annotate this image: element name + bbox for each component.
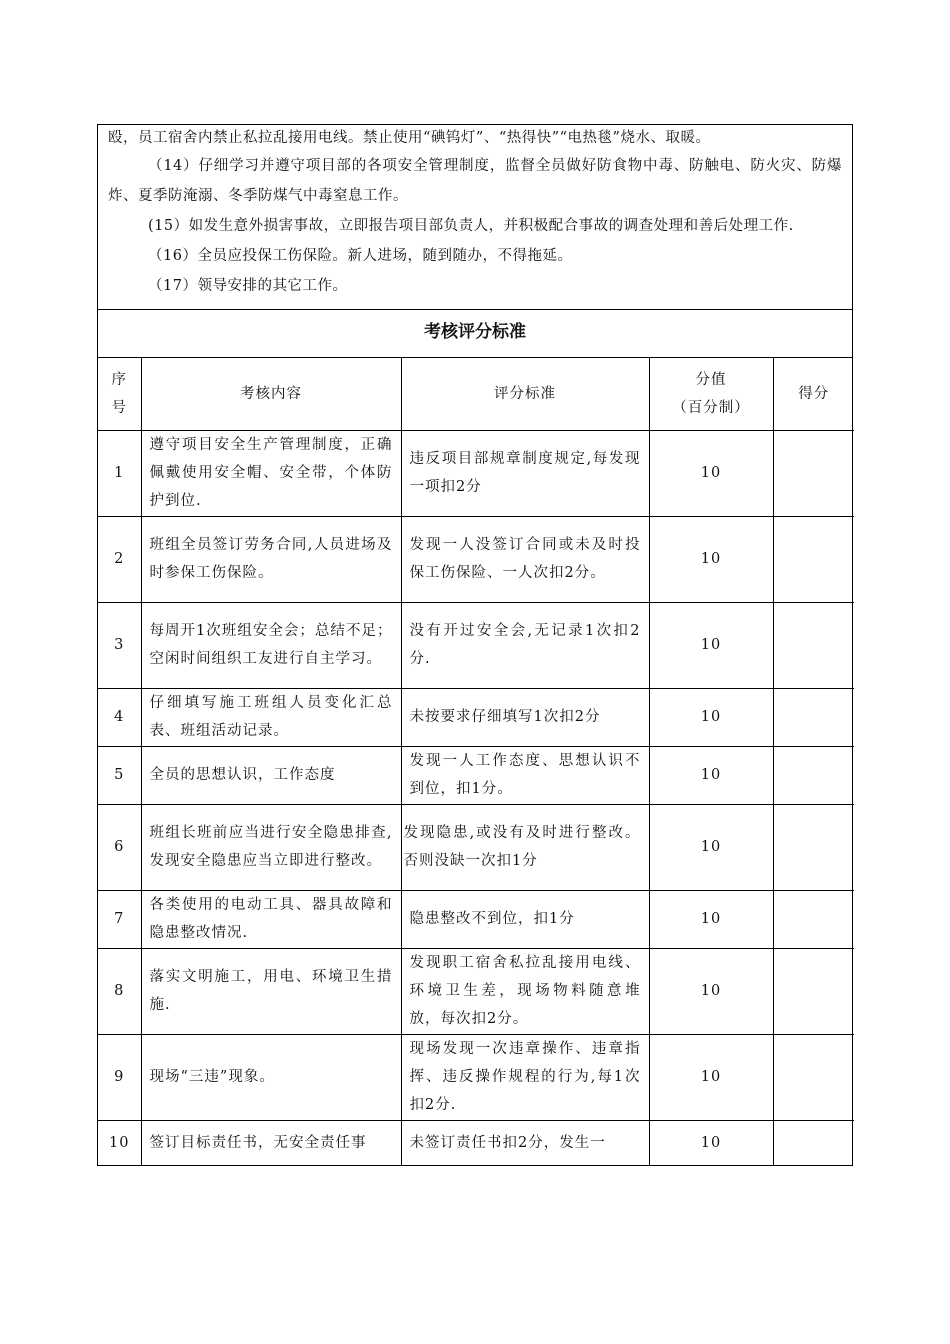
row-content: 落实文明施工，用电、环境卫生措施. bbox=[141, 948, 401, 1034]
row-standard: 发现一人没签订合同或未及时投保工伤保险、一人次扣2分。 bbox=[401, 516, 649, 602]
duties-section bbox=[98, 125, 852, 310]
duty-paragraph: （14）仔细学习并遵守项目部的各项安全管理制度，监督全员做好防食物中毒、防触电、防火灾、防爆炸、夏季防淹溺、冬季防煤气中毒窒息工作。 bbox=[108, 158, 842, 204]
row-no: 5 bbox=[98, 746, 141, 804]
row-standard: 现场发现一次违章操作、违章指挥、违反操作规程的行为,每1次扣2分. bbox=[401, 1034, 649, 1120]
row-result bbox=[773, 688, 854, 746]
header-standard: 评分标准 bbox=[401, 358, 649, 430]
row-standard: 发现一人工作态度、思想认识不到位，扣1分。 bbox=[401, 746, 649, 804]
duty-paragraph: 殴，员工宿舍内禁止私拉乱接用电线。禁止使用“碘钨灯”、“热得快”“电热毯”烧水、取暖。 bbox=[108, 130, 711, 146]
table-row bbox=[98, 1034, 854, 1120]
row-standard: 发现隐患,或没有及时进行整改。否则没缺一次扣1分 bbox=[401, 804, 649, 890]
row-content: 各类使用的电动工具、器具故障和隐患整改情况. bbox=[141, 890, 401, 948]
row-standard: 违反项目部规章制度规定,每发现一项扣2分 bbox=[401, 430, 649, 516]
row-no: 3 bbox=[98, 602, 141, 688]
table-row bbox=[98, 1120, 854, 1165]
row-content: 遵守项目安全生产管理制度，正确佩戴使用安全帽、安全带，个体防护到位. bbox=[141, 430, 401, 516]
row-no: 9 bbox=[98, 1034, 141, 1120]
row-result bbox=[773, 1120, 854, 1165]
duty-paragraph: （16）全员应投保工伤保险。新人进场，随到随办，不得拖延。 bbox=[148, 248, 573, 264]
row-result bbox=[773, 516, 854, 602]
row-standard: 没有开过安全会,无记录1次扣2分. bbox=[401, 602, 649, 688]
header-no: 序号 bbox=[98, 358, 141, 430]
row-result bbox=[773, 948, 854, 1034]
row-result bbox=[773, 804, 854, 890]
row-content: 签订目标责任书，无安全责任事 bbox=[141, 1120, 401, 1165]
row-no: 7 bbox=[98, 890, 141, 948]
row-result bbox=[773, 602, 854, 688]
table-row bbox=[98, 746, 854, 804]
row-score: 10 bbox=[649, 688, 773, 746]
header-score-line1: 分值 bbox=[695, 371, 727, 388]
table-row bbox=[98, 516, 854, 602]
table-row bbox=[98, 602, 854, 688]
duty-paragraph: （17）领导安排的其它工作。 bbox=[148, 278, 348, 294]
row-no: 6 bbox=[98, 804, 141, 890]
row-score: 10 bbox=[649, 602, 773, 688]
document-frame bbox=[97, 124, 853, 1166]
table-row bbox=[98, 804, 854, 890]
row-score: 10 bbox=[649, 948, 773, 1034]
row-result bbox=[773, 1034, 854, 1120]
row-score: 10 bbox=[649, 890, 773, 948]
row-content: 全员的思想认识，工作态度 bbox=[141, 746, 401, 804]
row-score: 10 bbox=[649, 746, 773, 804]
row-no: 4 bbox=[98, 688, 141, 746]
row-no: 10 bbox=[98, 1120, 141, 1165]
header-score-line2: （百分制） bbox=[672, 399, 750, 416]
row-result bbox=[773, 890, 854, 948]
row-no: 8 bbox=[98, 948, 141, 1034]
table-row bbox=[98, 948, 854, 1034]
row-content: 每周开1次班组安全会；总结不足；空闲时间组织工友进行自主学习。 bbox=[141, 602, 401, 688]
header-score bbox=[649, 358, 773, 430]
header-content: 考核内容 bbox=[141, 358, 401, 430]
row-content: 仔细填写施工班组人员变化汇总表、班组活动记录。 bbox=[141, 688, 401, 746]
table-row bbox=[98, 688, 854, 746]
row-no: 2 bbox=[98, 516, 141, 602]
row-content: 现场“三违”现象。 bbox=[141, 1034, 401, 1120]
row-standard: 未按要求仔细填写1次扣2分 bbox=[401, 688, 649, 746]
row-standard: 隐患整改不到位，扣1分 bbox=[401, 890, 649, 948]
row-no: 1 bbox=[98, 430, 141, 516]
table-header-row bbox=[98, 358, 854, 430]
row-score: 10 bbox=[649, 1120, 773, 1165]
duty-paragraph: (15）如发生意外损害事故，立即报告项目部负责人，并积极配合事故的调查处理和善后处理工作. bbox=[148, 218, 794, 234]
scoring-table bbox=[98, 358, 854, 1165]
row-content: 班组长班前应当进行安全隐患排查,发现安全隐患应当立即进行整改。 bbox=[141, 804, 401, 890]
row-score: 10 bbox=[649, 430, 773, 516]
row-score: 10 bbox=[649, 1034, 773, 1120]
row-standard: 未签订责任书扣2分，发生一 bbox=[401, 1120, 649, 1165]
row-standard: 发现职工宿舍私拉乱接用电线、环境卫生差，现场物料随意堆放，每次扣2分。 bbox=[401, 948, 649, 1034]
row-result bbox=[773, 746, 854, 804]
row-score: 10 bbox=[649, 516, 773, 602]
row-content: 班组全员签订劳务合同,人员进场及时参保工伤保险。 bbox=[141, 516, 401, 602]
table-row bbox=[98, 890, 854, 948]
table-row bbox=[98, 430, 854, 516]
section-title: 考核评分标准 bbox=[98, 310, 852, 358]
row-score: 10 bbox=[649, 804, 773, 890]
header-result: 得分 bbox=[773, 358, 854, 430]
row-result bbox=[773, 430, 854, 516]
